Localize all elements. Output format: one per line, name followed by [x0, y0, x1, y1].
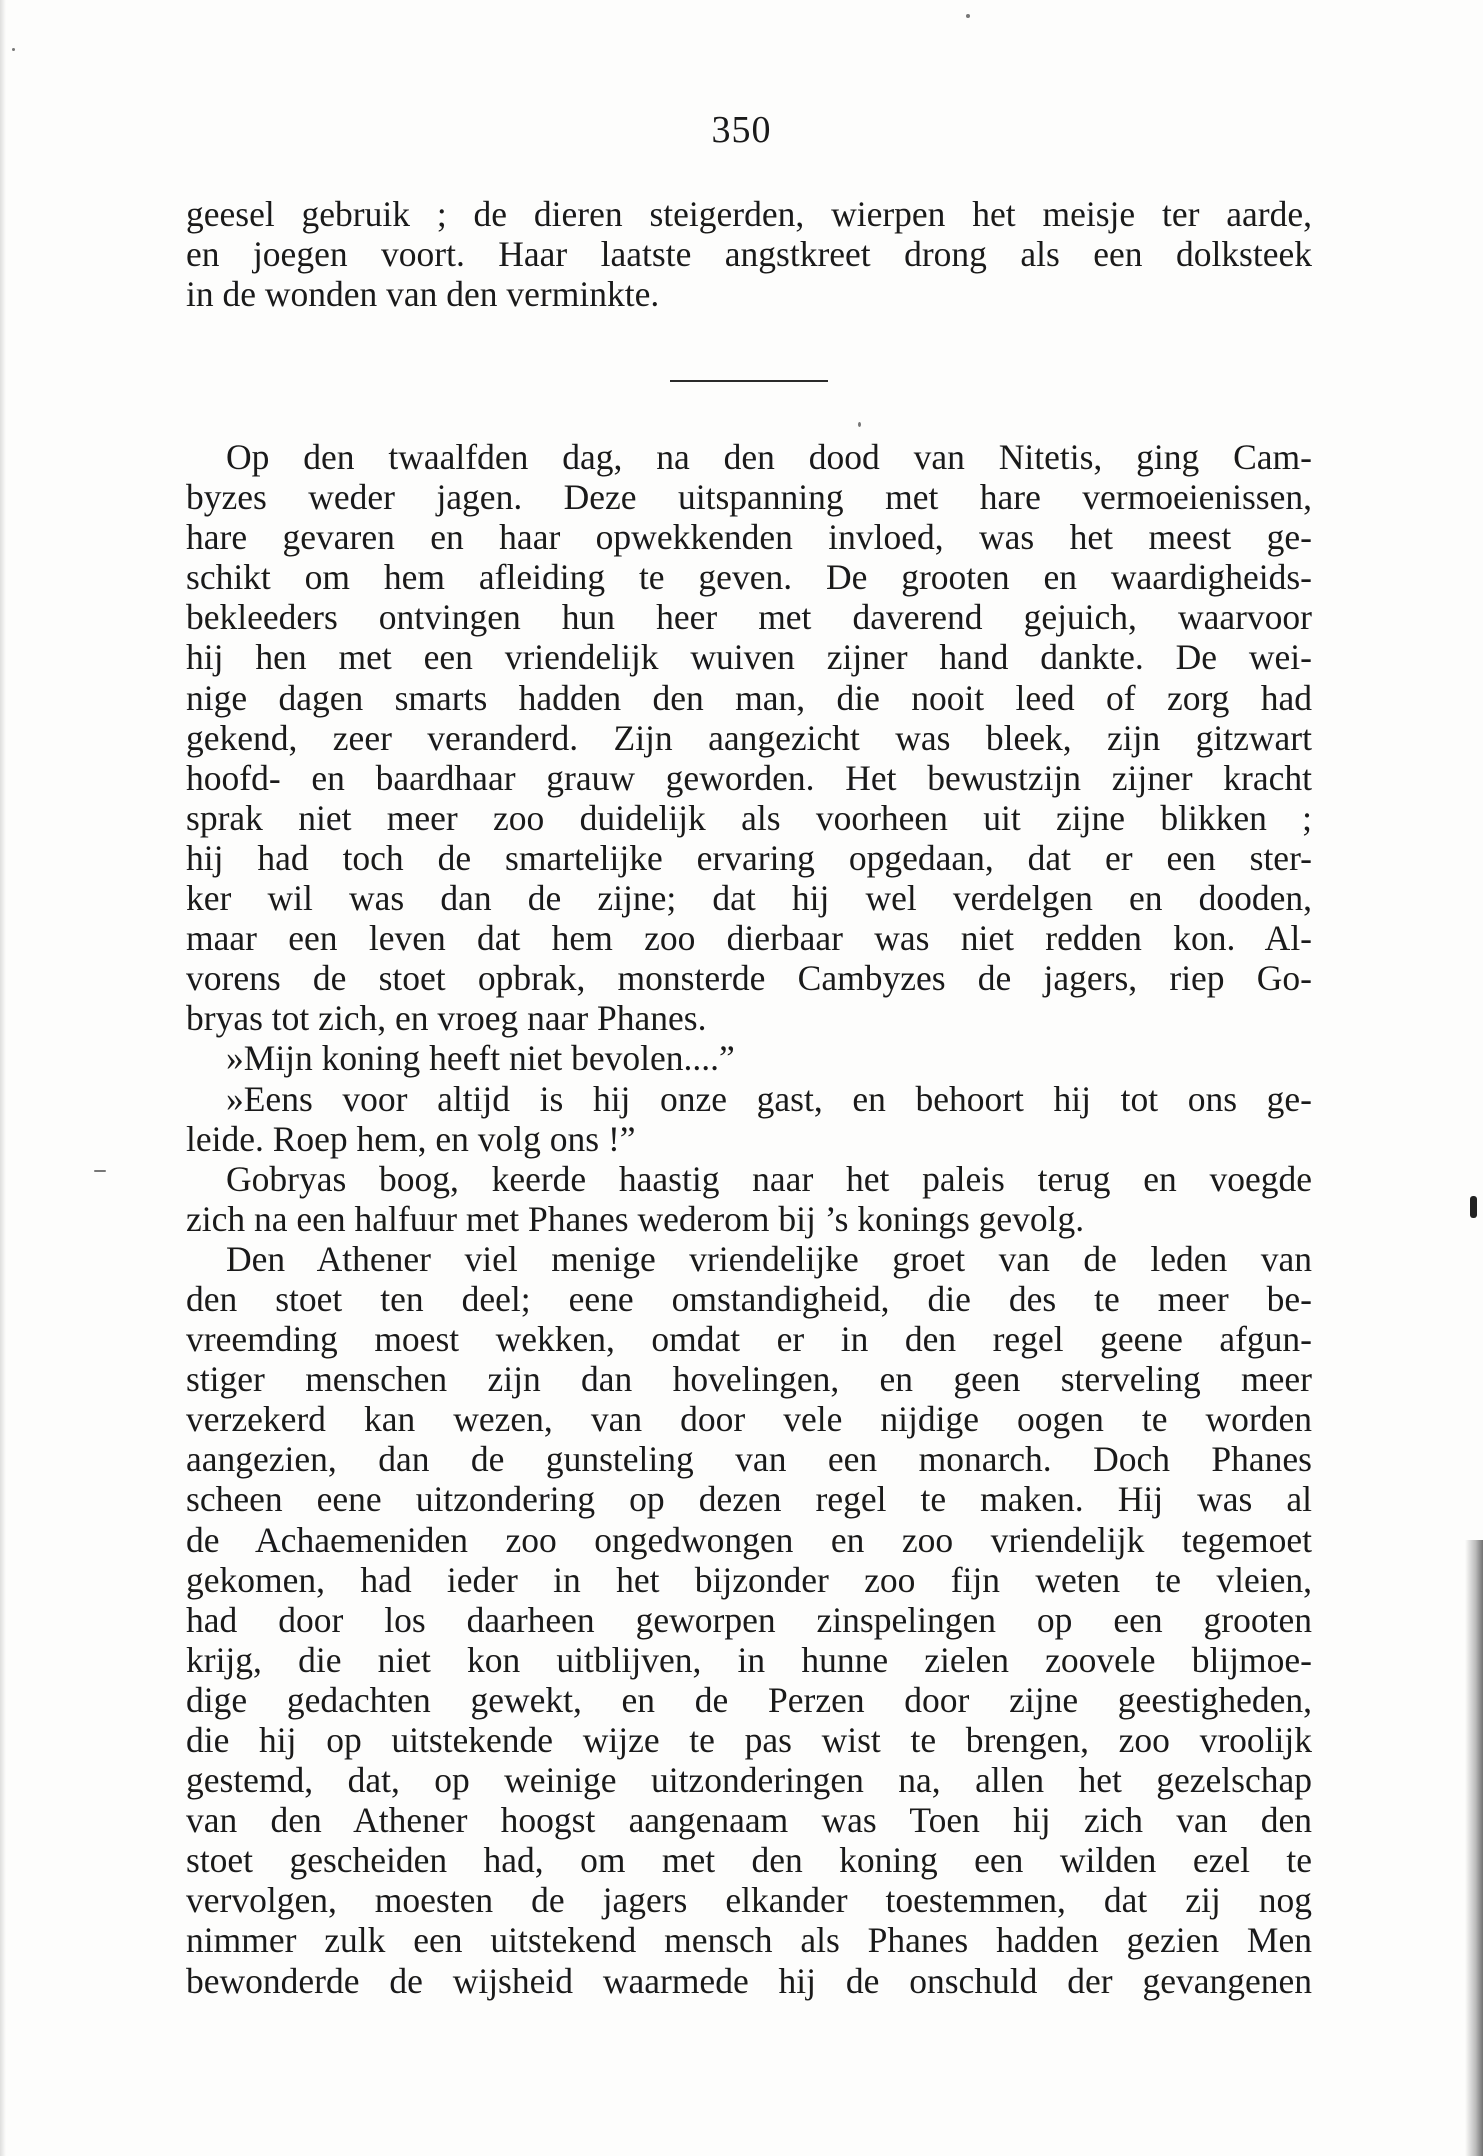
text-line: scheen eene uitzondering op dezen regel te maken. Hij was al [186, 1479, 1312, 1520]
text-line: leide. Roep hem, en volg ons !” [186, 1118, 636, 1159]
text-line: Op den twaalfden dag, na den dood van Nitetis, ging Cam- [226, 437, 1312, 477]
text-line: vreemding moest wekken, omdat er in den regel geene afgun- [186, 1319, 1312, 1360]
text-line: vorens de stoet opbrak, monsterde Cambyzes de jagers, riep Go- [186, 958, 1312, 999]
text-line: nige dagen smarts hadden den man, die nooit leed of zorg had [186, 677, 1312, 718]
paper-speck [966, 14, 970, 18]
text-line: gekend, zeer veranderd. Zijn aangezicht was bleek, zijn gitzwart [186, 717, 1312, 758]
text-line: bewonderde de wijsheid waarmede hij de onschuld der gevangenen [186, 1960, 1312, 2001]
paper-speck [94, 1170, 106, 1172]
page-number: 350 [711, 109, 772, 151]
text-line: hij hen met een vriendelijk wuiven zijner hand dankte. De wei- [186, 637, 1312, 678]
page-edge-mark [1470, 1196, 1477, 1218]
main-text [186, 437, 1312, 2001]
page-left-edge-shadow [0, 0, 6, 2156]
text-line: sprak niet meer zoo duidelijk als voorheen uit zijne blikken ; [186, 797, 1312, 838]
text-line: hare gevaren en haar opwekkenden invloed, was het meest ge- [186, 517, 1312, 558]
text-line: krijg, die niet kon uitblijven, in hunne zielen zoovele blijmoe- [186, 1639, 1312, 1680]
text-line: zich na een halfuur met Phanes wederom bij ’s konings gevolg. [186, 1198, 1085, 1239]
text-line: had door los daarheen geworpen zinspelingen op een grooten [186, 1599, 1312, 1640]
text-line: den stoet ten deel; eene omstandigheid, die des te meer be- [186, 1278, 1312, 1319]
text-line: verzekerd kan wezen, van door vele nijdige oogen te worden [186, 1399, 1312, 1440]
section-divider [670, 380, 828, 382]
text-line: »Mijn koning heeft niet bevolen....” [226, 1038, 735, 1079]
text-line: in de wonden van den verminkte. [186, 274, 660, 315]
text-line: byzes weder jagen. Deze uitspanning met hare vermoeienissen, [186, 477, 1312, 518]
text-line: gestemd, dat, op weinige uitzonderingen na, allen het gezelschap [186, 1760, 1312, 1801]
page-edge-shadow [1465, 1540, 1483, 2156]
text-line: ker wil was dan de zijne; dat hij wel verdelgen en dooden, [186, 878, 1312, 919]
text-line: maar een leven dat hem zoo dierbaar was niet redden kon. Al- [186, 918, 1312, 959]
text-line: dige gedachten gewekt, en de Perzen door zijne geestigheden, [186, 1679, 1312, 1720]
text-line: hoofd- en baardhaar grauw geworden. Het bewustzijn zijner kracht [186, 757, 1312, 798]
text-line: aangezien, dan de gunsteling van een monarch. Doch Phanes [186, 1439, 1312, 1480]
text-line: die hij op uitstekende wijze te pas wist te brengen, zoo vroolijk [186, 1720, 1312, 1760]
text-line: Den Athener viel menige vriendelijke groet van de leden van [226, 1238, 1312, 1279]
text-line: vervolgen, moesten de jagers elkander toestemmen, dat zij nog [186, 1880, 1312, 1921]
text-line: geesel gebruik ; de dieren steigerden, wierpen het meisje ter aarde, [186, 194, 1312, 234]
text-line: gekomen, had ieder in het bijzonder zoo fijn weten te vleien, [186, 1559, 1312, 1600]
text-line: schikt om hem afleiding te geven. De grooten en waardigheids- [186, 557, 1312, 598]
text-line: de Achaemeniden zoo ongedwongen en zoo vriendelijk tegemoet [186, 1519, 1312, 1560]
text-line: bekleeders ontvingen hun heer met daverend gejuich, waarvoor [186, 597, 1312, 638]
text-line: stiger menschen zijn dan hovelingen, en geen sterveling meer [186, 1359, 1312, 1400]
text-line: hij had toch de smartelijke ervaring opgedaan, dat er een ster- [186, 837, 1312, 878]
text-line: en joegen voort. Haar laatste angstkreet drong als een dolksteek [186, 234, 1312, 275]
top-paragraph [186, 194, 1312, 314]
text-line: nimmer zulk een uitstekend mensch als Phanes hadden gezien Men [186, 1920, 1312, 1961]
text-line: Gobryas boog, keerde haastig naar het paleis terug en voegde [226, 1158, 1312, 1199]
text-line: stoet gescheiden had, om met den koning een wilden ezel te [186, 1840, 1312, 1881]
text-line: van den Athener hoogst aangenaam was Toen hij zich van den [186, 1800, 1312, 1841]
text-line: bryas tot zich, en vroeg naar Phanes. [186, 998, 707, 1039]
paper-speck [858, 422, 861, 427]
text-line: »Eens voor altijd is hij onze gast, en behoort hij tot ons ge- [226, 1078, 1312, 1119]
paper-speck [12, 48, 15, 51]
